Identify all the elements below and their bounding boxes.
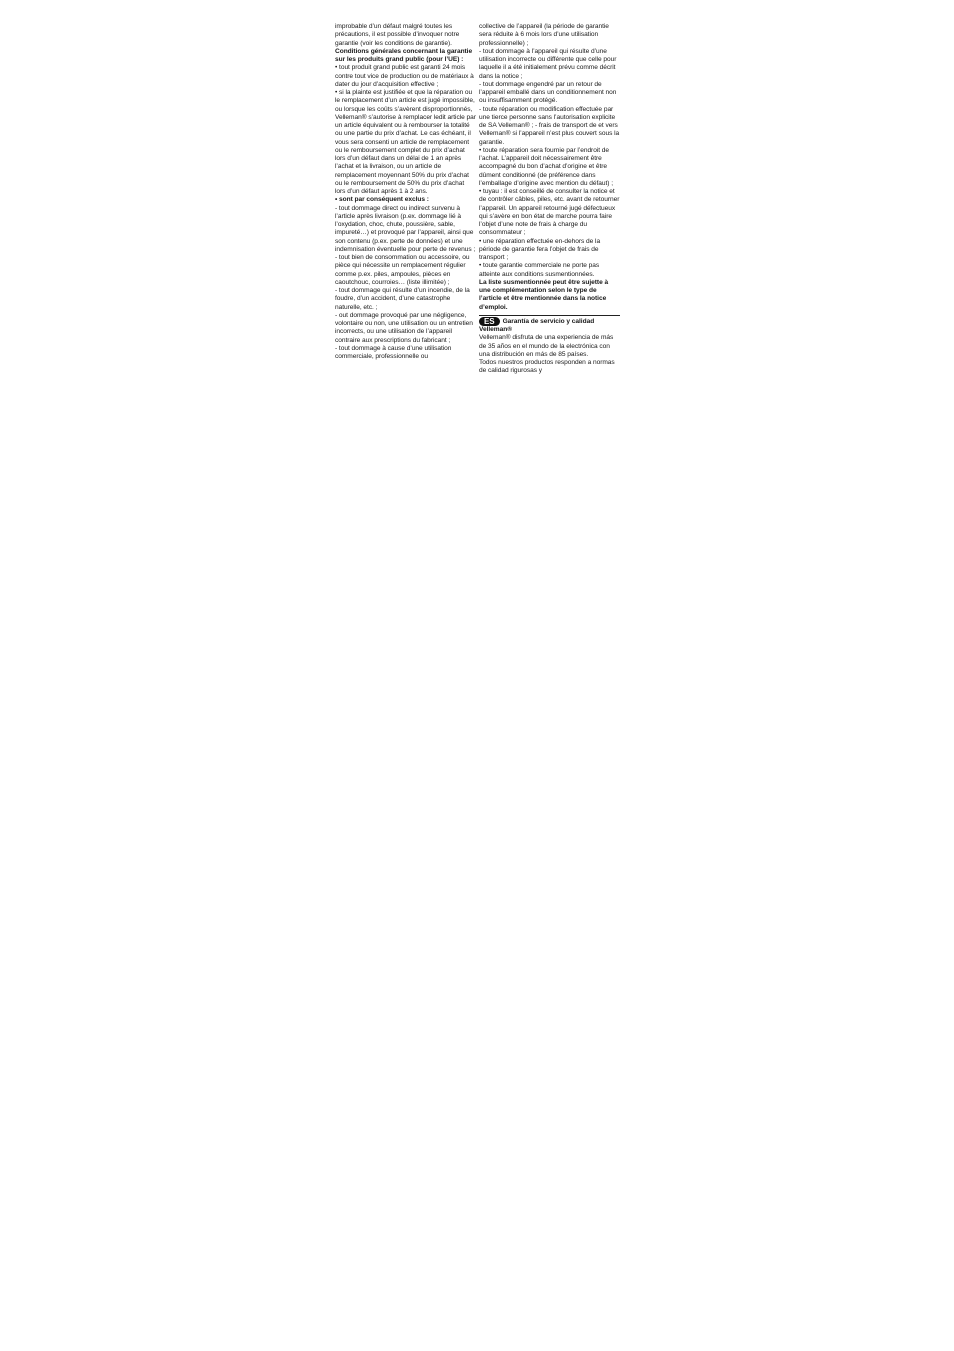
- es-section-title: Garantía de servicio y calidad Velleman®: [479, 317, 595, 333]
- paragraph: - tout dommage qui résulte d’un incendie, de la foudre, d’un accident, d’une catastrophe naturelle, etc. ;: [335, 287, 470, 311]
- paragraph: Velleman® disfruta de una experiencia de más de 35 años en el mundo de la electrónica con una distribución en más de 85 países.: [479, 334, 614, 358]
- paragraph: • tuyau : il est conseillé de consulter la notice et de contrôler câbles, piles, etc. avant de retourner l’appareil. Un appareil retourné jugé défectueux qui s’avère en bon état de marche pourra faire l’objet d’une note de frais à charge du consommateur ;: [479, 188, 620, 237]
- paragraph: - tout bien de consommation ou accessoire, ou pièce qui nécessite un remplacement régulier comme p.ex. piles, ampoules, pièces en caoutchouc, courroies… (liste illimitée) ;: [335, 254, 470, 286]
- paragraph: • si la plainte est justifiée et que la réparation ou le remplacement d’un article est jugé impossible, ou lorsque les coûts s’avèrent disproportionnés, Velleman® s’autorise à remplacer ledit article par un article équivalent ou à rembourser la totalité ou une partie du prix d’achat. Le cas échéant, il vous sera consenti un article de remplacement ou le remboursement complet du prix d’achat lors d’un défaut dans un délai de 1 an après l’achat et la livraison, ou un article de remplacement moyennant 50% du prix d’achat ou le remboursement de 50% du prix d’achat lors d’un défaut après 1 à 2 ans.: [335, 89, 476, 195]
- es-section-header: [479, 315, 620, 335]
- language-badge-es: ES: [479, 317, 500, 326]
- paragraph: collective de l’appareil (la période de garantie sera réduite à 6 mois lors d’une utilisation professionnelle) ;: [479, 23, 609, 47]
- paragraph: - tout dommage à cause d’une utilisation commerciale, professionnelle ou: [335, 344, 452, 360]
- heading-conditions: Conditions générales concernant la garantie sur les produits grand public (pour l’UE) :: [335, 47, 473, 63]
- right-column: [479, 23, 620, 376]
- paragraph: - tout dommage direct ou indirect survenu à l’article après livraison (p.ex. dommage lié à l’oxydation, choc, chute, poussière, sable, impureté…) et provoqué par l’appareil, ainsi que son contenu (p.ex. perte de données) et une indemnisation éventuelle pour perte de revenus ;: [335, 204, 476, 253]
- paragraph: • tout produit grand public est garanti 24 mois contre tout vice de production ou de matériaux à dater du jour d’acquisition effective ;: [335, 64, 474, 88]
- paragraph: improbable d’un défaut malgré toutes les précautions, il est possible d’invoquer notre garantie (voir les conditions de garantie).: [335, 23, 460, 47]
- paragraph: - toute réparation ou modification effectuée par une tierce personne sans l’autorisation explicite de SA Velleman® ; - frais de transport de et vers Velleman® si l’appareil n’est plus couvert sous la garantie.: [479, 105, 620, 146]
- heading-exclusions: • sont par conséquent exclus :: [335, 196, 429, 204]
- paragraph: • toute garantie commerciale ne porte pas atteinte aux conditions susmentionnées.: [479, 262, 600, 278]
- paragraph: Todos nuestros productos responden a normas de calidad rigurosas y: [479, 359, 615, 375]
- paragraph: • toute réparation sera fournie par l’endroit de l’achat. L’appareil doit nécessairement être accompagné du bon d’achat d’origine et être dûment conditionné (de préférence dans l’emballage d’origine avec mention du défaut) ;: [479, 146, 614, 187]
- paragraph: • une réparation effectuée en-dehors de la période de garantie fera l’objet de frais de transport ;: [479, 237, 601, 261]
- closing-note: La liste susmentionnée peut être sujette à une complémentation selon le type de l’article et être mentionnée dans la notice d’emploi.: [479, 278, 609, 311]
- paragraph: - tout dommage engendré par un retour de l’appareil emballé dans un conditionnement non ou insuffisamment protégé.: [479, 80, 617, 105]
- paragraph: - out dommage provoqué par une négligence, volontaire ou non, une utilisation ou un entretien incorrects, ou une utilisation de l’appareil contraire aux prescriptions du fabricant ;: [335, 311, 473, 344]
- paragraph: - tout dommage à l’appareil qui résulte d’une utilisation incorrecte ou différente que celle pour laquelle il a été initialement prévu comme décrit dans la notice ;: [479, 47, 617, 80]
- left-column: [335, 23, 476, 361]
